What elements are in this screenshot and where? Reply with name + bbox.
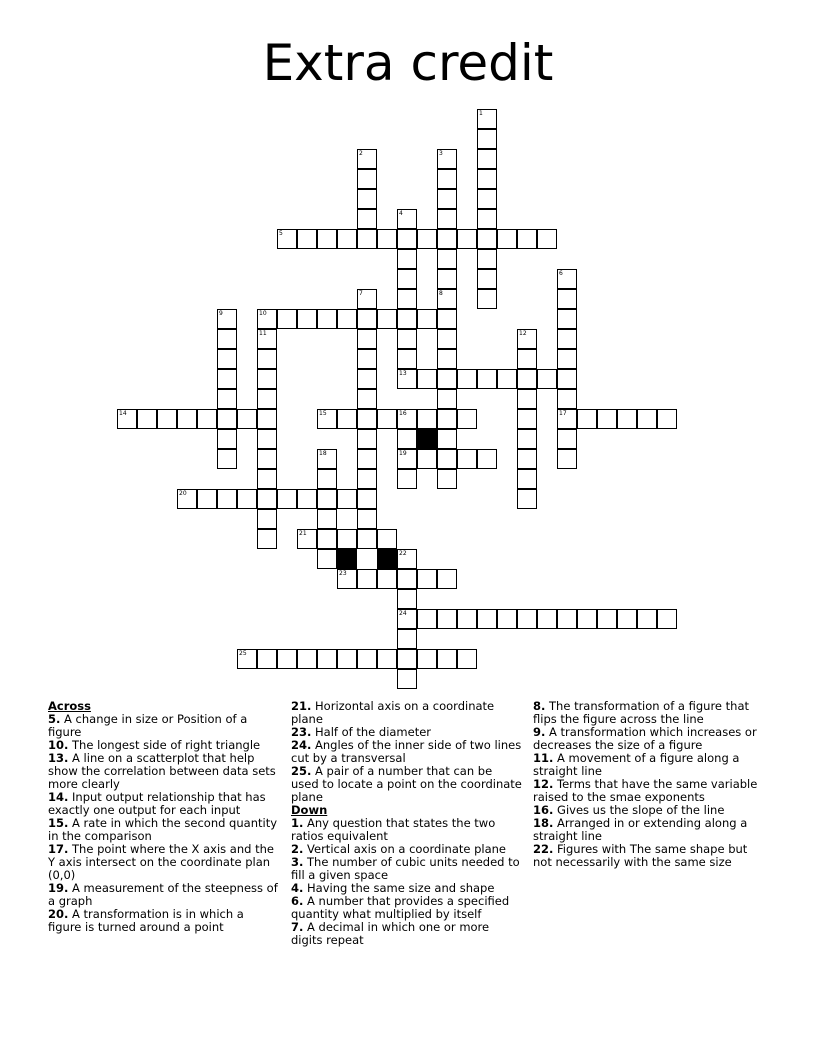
crossword-cell[interactable] <box>217 449 237 469</box>
clue-item-text: Figures with The same shape but not necessarily with the same size <box>533 842 748 869</box>
crossword-cell[interactable] <box>377 409 397 429</box>
clue-number: 22 <box>399 550 407 557</box>
crossword-cell[interactable] <box>557 369 577 389</box>
clue-item-text: Vertical axis on a coordinate plane <box>303 842 507 856</box>
crossword-cell[interactable] <box>377 229 397 249</box>
crossword-cell[interactable] <box>397 569 417 589</box>
clue-number: 2 <box>359 150 363 157</box>
clue-item-number: 10. <box>48 738 69 752</box>
crossword-cell[interactable] <box>257 509 277 529</box>
crossword-cell[interactable] <box>357 529 377 549</box>
crossword-cell[interactable] <box>217 309 237 329</box>
crossword-cell[interactable] <box>357 229 377 249</box>
crossword-cell[interactable] <box>597 409 617 429</box>
crossword-cell[interactable] <box>357 469 377 489</box>
clue-number: 9 <box>219 310 223 317</box>
clue-item-text: Input output relationship that has exactly one output for each input <box>48 790 266 817</box>
crossword-cell[interactable] <box>297 229 317 249</box>
clue-column-1 <box>48 700 280 934</box>
crossword-cell[interactable] <box>337 569 357 589</box>
crossword-cell[interactable] <box>397 309 417 329</box>
crossword-cell[interactable] <box>477 609 497 629</box>
clue-item <box>291 895 523 921</box>
crossword-cell[interactable] <box>217 489 237 509</box>
clue-item-number: 3. <box>291 855 304 869</box>
crossword-cell[interactable] <box>477 189 497 209</box>
clue-item <box>291 700 523 726</box>
crossword-cell[interactable] <box>197 409 217 429</box>
clue-item-text: A measurement of the steepness of a graph <box>48 881 278 908</box>
clue-item <box>291 765 523 804</box>
clue-item-text: A decimal in which one or more digits repeat <box>291 920 490 947</box>
crossword-cell[interactable] <box>417 569 437 589</box>
clue-number: 3 <box>439 150 443 157</box>
crossword-cell[interactable] <box>637 409 657 429</box>
clue-item-text: Gives us the slope of the line <box>553 803 725 817</box>
crossword-cell[interactable] <box>657 409 677 429</box>
clue-item-text: A movement of a figure along a straight line <box>533 751 740 778</box>
clue-item-number: 18. <box>533 816 554 830</box>
crossword-cell[interactable] <box>257 369 277 389</box>
clue-item-number: 25. <box>291 764 312 778</box>
crossword-cell[interactable] <box>277 489 297 509</box>
clue-item-number: 15. <box>48 816 69 830</box>
clue-item-number: 16. <box>533 803 554 817</box>
crossword-cell[interactable] <box>377 649 397 669</box>
clue-item-text: A transformation is in which a figure is turned around a point <box>48 907 244 934</box>
crossword-cell[interactable] <box>257 389 277 409</box>
clue-heading-across: Across <box>48 699 91 713</box>
crossword-cell[interactable] <box>437 209 457 229</box>
clue-number: 12 <box>519 330 527 337</box>
crossword-cell[interactable] <box>477 149 497 169</box>
crossword-cell[interactable] <box>317 529 337 549</box>
crossword-cell[interactable] <box>397 629 417 649</box>
crossword-cell[interactable] <box>397 469 417 489</box>
crossword-cell[interactable] <box>557 269 577 289</box>
clue-item-number: 17. <box>48 842 69 856</box>
crossword-cell[interactable] <box>357 509 377 529</box>
crossword-cell[interactable] <box>517 489 537 509</box>
crossword-cell[interactable] <box>397 409 417 429</box>
crossword-cell[interactable] <box>377 529 397 549</box>
crossword-cell[interactable] <box>357 169 377 189</box>
clue-item <box>48 752 280 791</box>
crossword-cell[interactable] <box>457 229 477 249</box>
crossword-cell[interactable] <box>337 529 357 549</box>
crossword-cell[interactable] <box>317 229 337 249</box>
crossword-cell[interactable] <box>437 269 457 289</box>
clue-item <box>291 921 523 947</box>
crossword-cell[interactable] <box>297 489 317 509</box>
crossword-cell[interactable] <box>397 549 417 569</box>
clue-item-text: A number that provides a specified quantity what multiplied by itself <box>291 894 510 921</box>
clue-item-number: 22. <box>533 842 554 856</box>
crossword-cell[interactable] <box>357 309 377 329</box>
crossword-cell[interactable] <box>437 609 457 629</box>
crossword-cell[interactable] <box>437 349 457 369</box>
crossword-cell[interactable] <box>237 649 257 669</box>
crossword-cell[interactable] <box>397 609 417 629</box>
crossword-cell[interactable] <box>457 649 477 669</box>
crossword-cell[interactable] <box>517 229 537 249</box>
crossword-cell[interactable] <box>357 429 377 449</box>
clue-item-number: 11. <box>533 751 554 765</box>
clue-item-number: 4. <box>291 881 304 895</box>
clue-item <box>533 752 765 778</box>
crossword-cell[interactable] <box>357 449 377 469</box>
crossword-cell[interactable] <box>517 469 537 489</box>
crossword-cell[interactable] <box>537 609 557 629</box>
crossword-cell[interactable] <box>617 409 637 429</box>
crossword-cell[interactable] <box>597 609 617 629</box>
clue-item-text: A pair of a number that can be used to locate a point on the coordinate plane <box>291 764 522 804</box>
crossword-cell[interactable] <box>557 309 577 329</box>
crossword-cell[interactable] <box>357 349 377 369</box>
clue-number: 5 <box>279 230 283 237</box>
crossword-cell[interactable] <box>477 109 497 129</box>
clue-item <box>533 843 765 869</box>
clue-item-number: 13. <box>48 751 69 765</box>
crossword-cell[interactable] <box>577 609 597 629</box>
clue-item-number: 23. <box>291 725 312 739</box>
crossword-cell[interactable] <box>357 189 377 209</box>
crossword-cell[interactable] <box>217 389 237 409</box>
clue-item <box>533 817 765 843</box>
crossword-cell[interactable] <box>537 229 557 249</box>
clue-item-text: Half of the diameter <box>311 725 432 739</box>
crossword-cell[interactable] <box>257 489 277 509</box>
crossword-cell[interactable] <box>397 669 417 689</box>
page-title: Extra credit <box>262 34 554 92</box>
crossword-cell[interactable] <box>377 569 397 589</box>
crossword-cell[interactable] <box>417 229 437 249</box>
crossword-cell[interactable] <box>317 469 337 489</box>
clue-item <box>533 778 765 804</box>
crossword-cell[interactable] <box>617 609 637 629</box>
clue-number: 16 <box>399 410 407 417</box>
crossword-cell[interactable] <box>517 409 537 429</box>
clue-item-number: 7. <box>291 920 304 934</box>
clue-item-text: The transformation of a figure that flips the figure across the line <box>533 699 750 726</box>
clue-number: 20 <box>179 490 187 497</box>
crossword-cell[interactable] <box>397 209 417 229</box>
crossword-cell[interactable] <box>257 309 277 329</box>
clue-number: 1 <box>479 110 483 117</box>
crossword-cell[interactable] <box>357 489 377 509</box>
crossword-cell[interactable] <box>317 309 337 329</box>
crossword-cell[interactable] <box>137 409 157 429</box>
crossword-cell[interactable] <box>517 349 537 369</box>
clue-item-number: 24. <box>291 738 312 752</box>
clue-item-text: Horizontal axis on a coordinate plane <box>291 699 495 726</box>
crossword-cell[interactable] <box>397 229 417 249</box>
clue-number: 4 <box>399 210 403 217</box>
crossword-cell[interactable] <box>257 449 277 469</box>
clue-number: 14 <box>119 410 127 417</box>
crossword-cell[interactable] <box>397 449 417 469</box>
crossword-cell[interactable] <box>397 429 417 449</box>
crossword-cell[interactable] <box>357 569 377 589</box>
crossword-cell[interactable] <box>217 409 237 429</box>
crossword-cell[interactable] <box>477 269 497 289</box>
crossword-cell[interactable] <box>497 229 517 249</box>
crossword-cell[interactable] <box>257 409 277 429</box>
clue-number: 11 <box>259 330 267 337</box>
clue-item-text: The point where the X axis and the Y axis intersect on the coordinate plan (0,0) <box>48 842 274 882</box>
clue-item-number: 1. <box>291 816 304 830</box>
clue-item <box>291 739 523 765</box>
crossword-cell[interactable] <box>437 149 457 169</box>
clue-item <box>48 882 280 908</box>
crossword-cell[interactable] <box>557 389 577 409</box>
clue-item-text: A transformation which increases or decreases the size of a figure <box>533 725 757 752</box>
clue-number: 6 <box>559 270 563 277</box>
clue-number: 24 <box>399 610 407 617</box>
crossword-cell[interactable] <box>257 529 277 549</box>
crossword-cell[interactable] <box>517 429 537 449</box>
crossword-cell[interactable] <box>497 369 517 389</box>
clue-item <box>533 726 765 752</box>
clue-item <box>48 817 280 843</box>
crossword-cell[interactable] <box>397 289 417 309</box>
crossword-cell[interactable] <box>397 269 417 289</box>
clue-number: 19 <box>399 450 407 457</box>
crossword-cell[interactable] <box>437 169 457 189</box>
crossword-cell[interactable] <box>337 229 357 249</box>
clue-item-number: 6. <box>291 894 304 908</box>
crossword-cell[interactable] <box>417 649 437 669</box>
crossword-cell[interactable] <box>217 429 237 449</box>
clue-item-text: A change in size or Position of a figure <box>48 712 248 739</box>
crossword-cell[interactable] <box>557 449 577 469</box>
crossword-cell[interactable] <box>557 289 577 309</box>
crossword-cell[interactable] <box>557 409 577 429</box>
crossword-cell[interactable] <box>257 349 277 369</box>
crossword-cell[interactable] <box>257 429 277 449</box>
clue-number: 13 <box>399 370 407 377</box>
clue-item-text: Terms that have the same variable raised to the smae exponents <box>533 777 758 804</box>
crossword-cell[interactable] <box>417 409 437 429</box>
clue-item-text: Arranged in or extending along a straight line <box>533 816 748 843</box>
crossword-cell[interactable] <box>337 409 357 429</box>
clue-item-number: 12. <box>533 777 554 791</box>
crossword-cell[interactable] <box>397 369 417 389</box>
crossword-cell[interactable] <box>157 409 177 429</box>
crossword-cell[interactable] <box>177 489 197 509</box>
clue-number: 21 <box>299 530 307 537</box>
crossword-cell[interactable] <box>517 369 537 389</box>
crossword-cell[interactable] <box>437 289 457 309</box>
crossword-cell[interactable] <box>197 489 217 509</box>
crossword-cell[interactable] <box>217 369 237 389</box>
clue-item <box>291 817 523 843</box>
crossword-cell[interactable] <box>477 449 497 469</box>
crossword-block <box>337 549 357 569</box>
clue-number: 15 <box>319 410 327 417</box>
crossword-cell[interactable] <box>237 489 257 509</box>
crossword-cell[interactable] <box>437 249 457 269</box>
crossword-cell[interactable] <box>417 609 437 629</box>
clue-item-number: 9. <box>533 725 546 739</box>
clue-number: 23 <box>339 570 347 577</box>
crossword-cell[interactable] <box>257 649 277 669</box>
crossword-cell[interactable] <box>357 389 377 409</box>
crossword-cell[interactable] <box>477 209 497 229</box>
clue-item-text: Any question that states the two ratios equivalent <box>291 816 496 843</box>
crossword-cell[interactable] <box>217 349 237 369</box>
clue-item <box>48 713 280 739</box>
crossword-cell[interactable] <box>457 369 477 389</box>
crossword-cell[interactable] <box>417 369 437 389</box>
crossword-cell[interactable] <box>397 249 417 269</box>
crossword-cell[interactable] <box>477 169 497 189</box>
crossword-cell[interactable] <box>477 129 497 149</box>
crossword-cell[interactable] <box>237 409 257 429</box>
crossword-cell[interactable] <box>357 329 377 349</box>
crossword-cell[interactable] <box>517 389 537 409</box>
crossword-cell[interactable] <box>437 409 457 429</box>
crossword-block <box>417 429 437 449</box>
crossword-cell[interactable] <box>117 409 137 429</box>
clue-column-3 <box>533 700 765 869</box>
clue-item-number: 2. <box>291 842 304 856</box>
crossword-cell[interactable] <box>517 449 537 469</box>
crossword-cell[interactable] <box>397 589 417 609</box>
crossword-cell[interactable] <box>317 509 337 529</box>
crossword-cell[interactable] <box>397 649 417 669</box>
clue-number: 17 <box>559 410 567 417</box>
crossword-cell[interactable] <box>437 389 457 409</box>
crossword-cell[interactable] <box>317 409 337 429</box>
clue-item-number: 8. <box>533 699 546 713</box>
crossword-cell[interactable] <box>437 229 457 249</box>
clue-item-text: The longest side of right triangle <box>68 738 261 752</box>
clue-item-number: 21. <box>291 699 312 713</box>
crossword-cell[interactable] <box>277 309 297 329</box>
clue-column-2 <box>291 700 523 947</box>
crossword-cell[interactable] <box>177 409 197 429</box>
crossword-cell[interactable] <box>437 449 457 469</box>
crossword-cell[interactable] <box>437 189 457 209</box>
clue-item-text: Having the same size and shape <box>303 881 495 895</box>
crossword-cell[interactable] <box>337 489 357 509</box>
crossword-cell[interactable] <box>657 609 677 629</box>
crossword-cell[interactable] <box>417 309 437 329</box>
crossword-cell[interactable] <box>257 329 277 349</box>
crossword-cell[interactable] <box>257 469 277 489</box>
crossword-cell[interactable] <box>477 289 497 309</box>
crossword-cell[interactable] <box>357 209 377 229</box>
crossword-cell[interactable] <box>437 369 457 389</box>
clue-item <box>48 908 280 934</box>
crossword-block <box>377 549 397 569</box>
crossword-cell[interactable] <box>357 409 377 429</box>
crossword-cell[interactable] <box>357 289 377 309</box>
crossword-cell[interactable] <box>497 609 517 629</box>
clue-item <box>291 856 523 882</box>
crossword-cell[interactable] <box>577 409 597 429</box>
clue-number: 7 <box>359 290 363 297</box>
clue-number: 18 <box>319 450 327 457</box>
crossword-cell[interactable] <box>357 649 377 669</box>
crossword-cell[interactable] <box>437 469 457 489</box>
crossword-cell[interactable] <box>357 149 377 169</box>
crossword-cell[interactable] <box>297 649 317 669</box>
clue-item <box>48 791 280 817</box>
crossword-cell[interactable] <box>417 449 437 469</box>
crossword-cell[interactable] <box>517 329 537 349</box>
crossword-cell[interactable] <box>457 609 477 629</box>
crossword-cell[interactable] <box>397 329 417 349</box>
crossword-cell[interactable] <box>357 369 377 389</box>
crossword-cell[interactable] <box>457 409 477 429</box>
clue-item-text: A rate in which the second quantity in the comparison <box>48 816 278 843</box>
crossword-cell[interactable] <box>637 609 657 629</box>
crossword-cell[interactable] <box>437 569 457 589</box>
clue-item <box>533 700 765 726</box>
clue-item-text: A line on a scatterplot that help show the correlation between data sets more clearly <box>48 751 276 791</box>
crossword-cell[interactable] <box>457 449 477 469</box>
crossword-cell[interactable] <box>557 349 577 369</box>
crossword-cell[interactable] <box>277 649 297 669</box>
crossword-cell[interactable] <box>337 649 357 669</box>
clue-item <box>48 843 280 882</box>
crossword-cell[interactable] <box>297 529 317 549</box>
crossword-cell[interactable] <box>317 549 337 569</box>
crossword-cell[interactable] <box>217 329 237 349</box>
crossword-cell[interactable] <box>317 489 337 509</box>
clue-number: 8 <box>439 290 443 297</box>
crossword-cell[interactable] <box>557 609 577 629</box>
clue-item-number: 20. <box>48 907 69 921</box>
clue-item-number: 19. <box>48 881 69 895</box>
crossword-cell[interactable] <box>477 229 497 249</box>
crossword-cell[interactable] <box>477 249 497 269</box>
crossword-cell[interactable] <box>437 429 457 449</box>
crossword-cell[interactable] <box>377 309 397 329</box>
crossword-cell[interactable] <box>517 609 537 629</box>
crossword-cell[interactable] <box>477 369 497 389</box>
clue-number: 10 <box>259 310 267 317</box>
crossword-cell[interactable] <box>297 309 317 329</box>
crossword-cell[interactable] <box>557 429 577 449</box>
clue-item-text: The number of cubic units needed to fill a given space <box>291 855 520 882</box>
crossword-cell[interactable] <box>557 329 577 349</box>
clue-heading-down: Down <box>291 803 328 817</box>
crossword-cell[interactable] <box>437 649 457 669</box>
clue-item-number: 14. <box>48 790 69 804</box>
clue-item-number: 5. <box>48 712 61 726</box>
crossword-cell[interactable] <box>437 309 457 329</box>
clue-number: 25 <box>239 650 247 657</box>
crossword-cell[interactable] <box>537 369 557 389</box>
clue-item-text: Angles of the inner side of two lines cut by a transversal <box>291 738 522 765</box>
crossword-cell[interactable] <box>317 649 337 669</box>
crossword-cell[interactable] <box>437 329 457 349</box>
crossword-cell[interactable] <box>397 349 417 369</box>
crossword-cell[interactable] <box>277 229 297 249</box>
crossword-cell[interactable] <box>337 309 357 329</box>
crossword-cell[interactable] <box>317 449 337 469</box>
